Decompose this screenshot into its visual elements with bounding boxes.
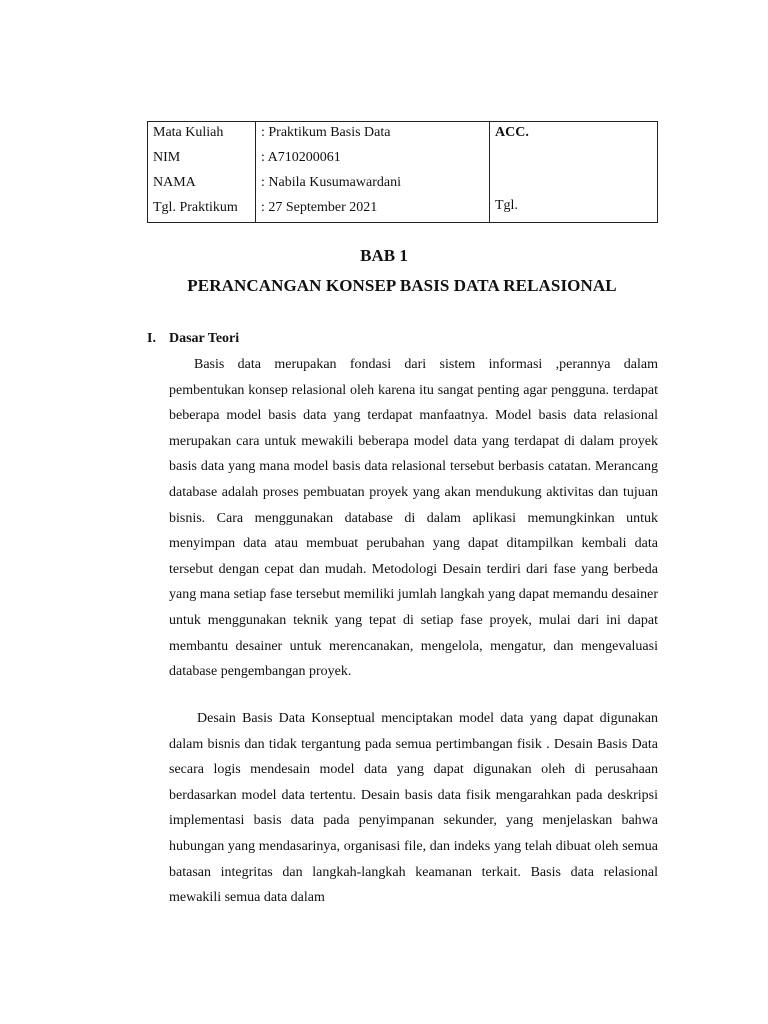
chapter-title: PERANCANGAN KONSEP BASIS DATA RELASIONAL [187,276,617,295]
label-mata-kuliah: Mata Kuliah [153,125,224,140]
paragraph-dasar-teori-2: Desain Basis Data Konseptual menciptakan model data yang dapat digunakan dalam bisnis dan tidak tergantung pada semua pertimbangan fisik . Desain Basis Data secara logis mendesain model data yang dapat digunakan oleh di perusahaan berdasarkan model data tertentu. Desain basis data fisik mengarahkan pada deskripsi implementasi basis data pada penyimpanan sekunder, yang menjelaskan bahwa hubungan yang mendasarinya, organisasi file, dan indeks yang telah dibuat oleh semua batasan integritas dan langkah-langkah keamanan terkait. Basis data relasional mewakili semua data dalam [169,711,658,906]
label-nama: NAMA [153,175,196,190]
acc-column [490,122,657,222]
label-nim: NIM [153,150,181,165]
section-title: Dasar Teori [169,331,240,346]
section-heading [147,331,239,347]
value-nim: : A710200061 [261,150,341,165]
label-tgl-praktikum: Tgl. Praktikum [153,200,238,215]
section-number: I. [147,331,156,346]
paragraph-dasar-teori-1: Basis data merupakan fondasi dari sistem informasi ,perannya dalam pembentukan konsep relasional oleh karena itu sangat penting agar pengguna. terdapat beberapa model basis data yang terdapat manfaatnya. Model basis data relasional merupakan cara untuk mewakili beberapa model data yang terdapat di dalam proyek basis data yang mana model basis data relasional tersebut berbasis catatan. Merancang database adalah proses pembuatan proyek yang akan mendukung aktivitas dan tujuan bisnis. Cara menggunakan database di dalam aplikasi memungkinkan untuk menyimpan data atau membuat perubahan yang dapat ditampilkan kembali data tersebut dengan cepat dan mudah. Metodologi Desain terdiri dari fase yang berbeda yang mana setiap fase tersebut memiliki jumlah langkah yang dapat memandu desainer untuk menggunakan teknik yang tepat di setiap fase proyek, mulai dari ini dapat membantu desainer untuk merencanakan, mengelola, mengatur, dan mengevaluasi database pengembangan proyek. [169,357,658,680]
header-label-column [148,122,256,222]
header-info-table [147,121,658,223]
value-mata-kuliah: : Praktikum Basis Data [261,125,391,140]
acc-date-label: Tgl. [495,198,518,213]
acc-label: ACC. [495,125,529,140]
value-nama: : Nabila Kusumawardani [261,175,401,190]
chapter-number: BAB 1 [360,246,408,265]
value-tgl-praktikum: : 27 September 2021 [261,200,378,215]
header-value-column [256,122,490,222]
